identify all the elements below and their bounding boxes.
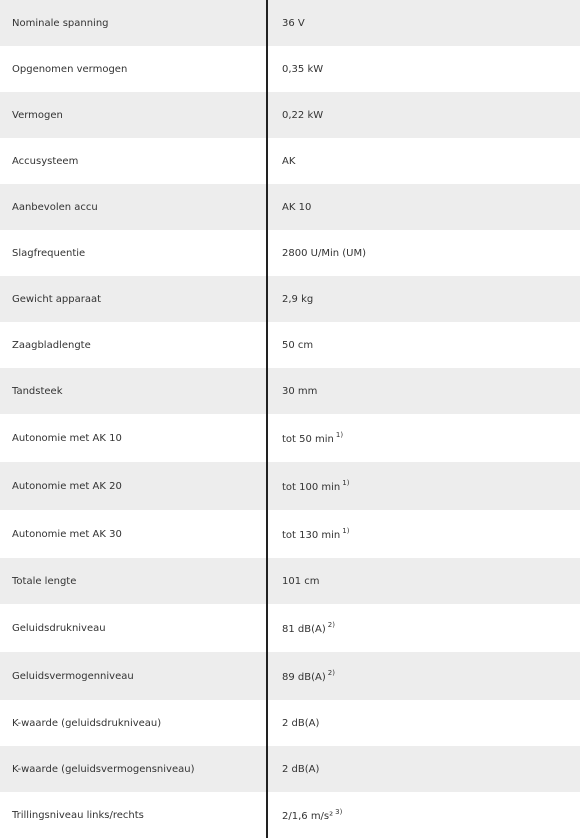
footnote-marker: 1) <box>342 479 350 487</box>
spec-row-power-output <box>0 92 580 138</box>
footnote-marker: 1) <box>335 431 344 439</box>
spec-value-cell <box>267 138 580 184</box>
footnote-marker: 2) <box>327 669 335 677</box>
spec-value: tot 50 min <box>282 434 334 445</box>
spec-label: Slagfrequentie <box>0 230 267 276</box>
spec-label: Autonomie met AK 10 <box>0 414 267 462</box>
spec-row-recommended-battery <box>0 184 580 230</box>
spec-value: 36 V <box>282 17 305 29</box>
spec-label: Vermogen <box>0 92 267 138</box>
spec-value-cell <box>267 414 580 462</box>
spec-value: 2800 U/Min (UM) <box>282 247 366 259</box>
spec-label: Autonomie met AK 20 <box>0 462 267 510</box>
spec-label: K-waarde (geluidsvermogensniveau) <box>0 746 267 792</box>
spec-value-cell <box>267 558 580 604</box>
spec-label: Tandsteek <box>0 368 267 414</box>
spec-row-k-value-pressure <box>0 700 580 746</box>
spec-value-cell <box>267 652 580 700</box>
spec-row-power-input <box>0 46 580 92</box>
spec-value-cell <box>267 510 580 558</box>
spec-row-sound-pressure <box>0 604 580 652</box>
spec-value-cell <box>267 46 580 92</box>
spec-label: Geluidsdrukniveau <box>0 604 267 652</box>
spec-row-runtime-ak20 <box>0 462 580 510</box>
footnote-marker: 1) <box>342 527 350 535</box>
spec-value: 81 dB(A) <box>282 624 326 635</box>
spec-value-cell <box>267 462 580 510</box>
spec-value-cell <box>267 604 580 652</box>
spec-value-cell <box>267 746 580 792</box>
spec-row-sound-power <box>0 652 580 700</box>
spec-value-cell <box>267 322 580 368</box>
spec-label: Aanbevolen accu <box>0 184 267 230</box>
spec-value: 30 mm <box>282 385 318 397</box>
spec-value-cell <box>267 92 580 138</box>
spec-row-tooth-pitch <box>0 368 580 414</box>
spec-value: AK <box>282 155 296 167</box>
spec-row-weight <box>0 276 580 322</box>
footnote-marker: 2) <box>327 621 335 629</box>
spec-value: 89 dB(A) <box>282 672 326 683</box>
spec-value-cell <box>267 0 580 46</box>
spec-value: 0,22 kW <box>282 109 324 121</box>
spec-label: Totale lengte <box>0 558 267 604</box>
spec-row-battery-system <box>0 138 580 184</box>
spec-label: Opgenomen vermogen <box>0 46 267 92</box>
spec-row-nominal-voltage <box>0 0 580 46</box>
spec-label: Zaagbladlengte <box>0 322 267 368</box>
spec-label: Geluidsvermogenniveau <box>0 652 267 700</box>
spec-value-cell <box>267 700 580 746</box>
spec-label: Autonomie met AK 30 <box>0 510 267 558</box>
spec-label: Accusysteem <box>0 138 267 184</box>
spec-row-vibration <box>0 792 580 838</box>
spec-value: tot 100 min <box>282 482 341 493</box>
spec-value-cell <box>267 230 580 276</box>
spec-row-stroke-rate <box>0 230 580 276</box>
spec-row-total-length <box>0 558 580 604</box>
spec-value: 2,9 kg <box>282 293 314 305</box>
spec-value: 2 dB(A) <box>282 763 320 775</box>
spec-row-runtime-ak30 <box>0 510 580 558</box>
spec-value-cell <box>267 368 580 414</box>
spec-value: 50 cm <box>282 339 314 351</box>
spec-value-cell <box>267 184 580 230</box>
spec-value: tot 130 min <box>282 530 341 541</box>
spec-label: Gewicht apparaat <box>0 276 267 322</box>
spec-value: 101 cm <box>282 575 320 587</box>
spec-label: Nominale spanning <box>0 0 267 46</box>
spec-label: K-waarde (geluidsdrukniveau) <box>0 700 267 746</box>
spec-label: Trillingsniveau links/rechts <box>0 792 267 838</box>
spec-row-runtime-ak10 <box>0 414 580 462</box>
spec-value: 0,35 kW <box>282 63 324 75</box>
spec-value-cell <box>267 792 580 838</box>
spec-value-cell <box>267 276 580 322</box>
spec-row-blade-length <box>0 322 580 368</box>
footnote-marker: 3) <box>335 808 343 816</box>
spec-value: AK 10 <box>282 201 312 213</box>
spec-value: 2 dB(A) <box>282 717 320 729</box>
spec-value: 2/1,6 m/s² <box>282 811 334 822</box>
spec-row-k-value-power <box>0 746 580 792</box>
